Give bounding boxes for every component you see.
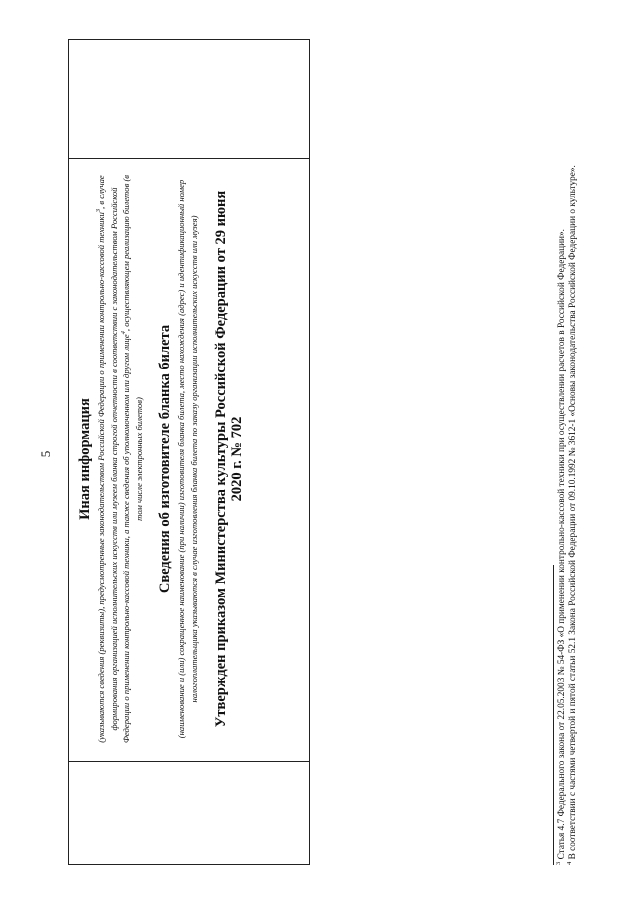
footnote-4 <box>568 39 579 865</box>
footnotes <box>554 39 579 865</box>
manufacturer-title: Сведения об изготовителе бланка билета <box>157 324 174 594</box>
footnote-marker-3: 3 <box>554 861 562 865</box>
footnote-3 <box>554 39 568 865</box>
approval-statement <box>213 163 245 755</box>
footnote-4-text: В соответствии с частями четвертой и пятой статьи 52.1 Закона Российской Федерации от 09.10.1992 № 3612-1 «Основы законодательства Российской Федерации о культуре». <box>568 165 579 862</box>
table-left-cell <box>69 761 309 864</box>
footnote-marker-4: 4 <box>566 861 574 865</box>
approval-line-1: Утвержден приказом Министерства культуры Российской Федерации от 29 июня <box>212 190 229 728</box>
footnote-ref-3: 3 <box>95 208 103 213</box>
other-info-note <box>95 171 145 747</box>
other-info-note-part2: , в случае формирования организацией исполнительских искусств или музеем бланка строгой отчетности в соответствии с законодательством Российской Федерации о применении контрольно-кассовой техники, а также сведения об уполномоченном или другом лице <box>96 175 132 744</box>
footnote-3-text: Статья 4.7 Федерального закона от 22.05.2003 № 54-ФЗ «О применении контрольно-кассовой техники при осуществлении расчетов в Российской Федерации». <box>557 228 567 862</box>
approval-line-2: 2020 г. № 702 <box>228 416 245 502</box>
footnote-ref-4: 4 <box>120 331 128 335</box>
footnote-separator <box>553 565 554 865</box>
other-info-title: Иная информация <box>77 398 93 520</box>
other-info-note-part3: , осуществляющем реализацию билетов (в том числе электронных билетов) <box>121 174 144 521</box>
table-center-cell <box>69 157 309 761</box>
table-right-cell <box>69 40 309 159</box>
manufacturer-note: (наименование и (или) сокращенное наименование (при наличии) изготовителя бланка билета, место нахождения (адрес) и идентификационный номер налогоплательщика указываются в случае изготовления бланка билета по заказу организации исполнительских искусств или музея) <box>176 179 199 739</box>
other-info-note-part1: (указываются сведения (реквизиты), предусмотренные законодательством Российской Федерации о применении контрольно-кассовой техники <box>96 212 106 743</box>
page-number: 5 <box>38 450 53 458</box>
form-table <box>68 39 310 865</box>
